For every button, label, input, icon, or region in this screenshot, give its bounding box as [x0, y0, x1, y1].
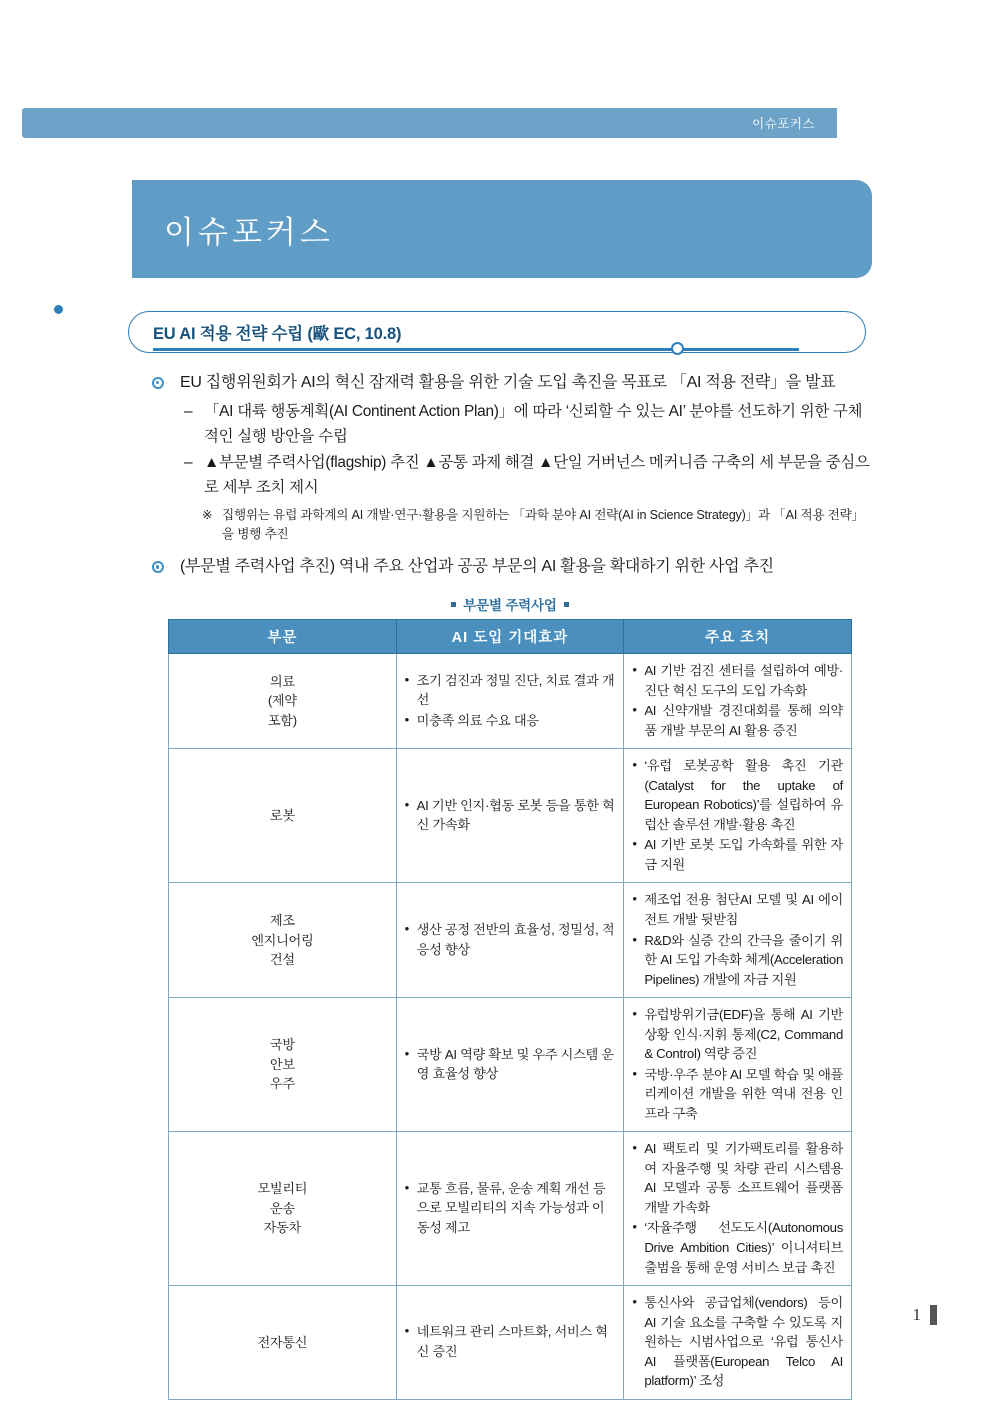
- table-cell-bullet: • ‘유럽 로봇공학 활용 촉진 기관(Catalyst for the uptake of European Robotics)’를 설립하여 유럽산 솔루션 개발·활용 촉진: [632, 756, 843, 834]
- table-row: [169, 1132, 852, 1286]
- table-cell-sector: 전자통신: [169, 1286, 397, 1400]
- table-cell-bullet: • AI 신약개발 경진대회를 통해 의약품 개발 부문의 AI 활용 증진: [632, 701, 843, 740]
- table-cell-bullet: • 미충족 의료 수요 대응: [405, 711, 616, 731]
- table-cell-measure: [624, 1286, 852, 1400]
- table-cell-bullet: • AI 기반 로봇 도입 가속화를 위한 자금 지원: [632, 835, 843, 874]
- section-heading-pill: [128, 311, 866, 353]
- bullet-primary-2-text: (부문별 주력사업 추진) 역내 주요 산업과 공공 부문의 AI 활용을 확대하기 위한 사업 추진: [180, 558, 774, 576]
- table-cell-effect: [396, 883, 624, 998]
- bullet-circle-icon: [152, 561, 164, 573]
- body-content: [148, 370, 872, 1400]
- table-cell-effect: [396, 1286, 624, 1400]
- table-cell-bullet: • AI 팩토리 및 기가팩토리를 활용하여 자율주행 및 차량 관리 시스템용 AI 모델과 공통 소프트웨어 플랫폼 개발 가속화: [632, 1139, 843, 1217]
- table-cell-measure: [624, 883, 852, 998]
- table-row: [169, 883, 852, 998]
- table-row: [169, 654, 852, 749]
- table-cell-bullet: • 네트워크 관리 스마트화, 서비스 혁신 증진: [405, 1322, 616, 1361]
- flagship-table: [168, 619, 852, 1400]
- bullet-primary-2: [148, 554, 872, 580]
- table-cell-bullet: • 생산 공정 전반의 효율성, 정밀성, 적응성 향상: [405, 920, 616, 959]
- table-caption-text: 부문별 주력사업: [463, 598, 557, 614]
- table-cell-sector: 로봇: [169, 749, 397, 883]
- table-header-row: [169, 620, 852, 654]
- bullet-secondary-2-text: ▲부문별 주력사업(flagship) 추진 ▲공통 과제 해결 ▲단일 거버넌스 메커니즘 구축의 세 부문을 중심으로 세부 조치 제시: [204, 454, 870, 496]
- table-cell-bullet: • 제조업 전용 첨단AI 모델 및 AI 에이전트 개발 뒷받침: [632, 890, 843, 929]
- section-heading-underline: [153, 348, 799, 351]
- table-row: [169, 1286, 852, 1400]
- table-cell-effect: [396, 1132, 624, 1286]
- running-header-bar: [22, 108, 837, 138]
- caption-square-icon: [564, 602, 569, 607]
- bullet-primary-1: [148, 370, 872, 396]
- bullet-circle-icon: [152, 377, 164, 389]
- table-cell-bullet: • R&D와 실증 간의 간극을 줄이기 위한 AI 도입 가속화 체계(Acceleration Pipelines) 개발에 자금 지원: [632, 931, 843, 990]
- table-cell-bullet: • 통신사와 공급업체(vendors) 등이 AI 기술 요소를 구축할 수 있도록 지원하는 시범사업으로 ‘유럽 통신사 AI 플랫폼(European Telco AI platform)’ 조성: [632, 1293, 843, 1391]
- table-cell-measure: [624, 998, 852, 1132]
- table-cell-bullet: • AI 기반 인지·협동 로봇 등을 통한 혁신 가속화: [405, 796, 616, 835]
- table-cell-sector: 모빌리티 운송 자동차: [169, 1132, 397, 1286]
- table-cell-sector: 제조 엔지니어링 건설: [169, 883, 397, 998]
- table-header-effect: AI 도입 기대효과: [396, 620, 624, 654]
- page-footer: [913, 1305, 938, 1325]
- reference-mark-icon: ※: [202, 508, 213, 523]
- footnote-1-text: 집행위는 유럽 과학계의 AI 개발·연구·활용을 지원하는 「과학 분야 AI 전략(AI in Science Strategy)」과 「AI 적용 전략」을 병행 추진: [222, 508, 865, 542]
- footer-bar-icon: [930, 1305, 937, 1325]
- bullet-secondary-1: [148, 400, 872, 449]
- footnote-1: [148, 506, 872, 544]
- table-cell-bullet: • 교통 흐름, 물류, 운송 계획 개선 등으로 모빌리티의 지속 가능성과 이동성 제고: [405, 1179, 616, 1238]
- dash-marker-icon: –: [184, 454, 193, 472]
- table-cell-bullet: • AI 기반 검진 센터를 설립하여 예방·진단 혁신 도구의 도입 가속화: [632, 661, 843, 700]
- bullet-secondary-2: [148, 451, 872, 500]
- table-caption: [148, 594, 872, 614]
- table-cell-measure: [624, 749, 852, 883]
- table-cell-bullet: • 유럽방위기금(EDF)을 통해 AI 기반 상황 인식·지휘 통제(C2, Command & Control) 역량 증진: [632, 1005, 843, 1064]
- page-title-block: [132, 180, 872, 278]
- table-cell-effect: [396, 998, 624, 1132]
- table-cell-sector: 의료 (제약 포함): [169, 654, 397, 749]
- table-cell-bullet: • ‘자율주행 선도도시(Autonomous Drive Ambition Cities)’ 이니셔티브 출범을 통해 운영 서비스 보급 촉진: [632, 1218, 843, 1277]
- table-cell-measure: [624, 654, 852, 749]
- table-row: [169, 998, 852, 1132]
- table-cell-measure: [624, 1132, 852, 1286]
- page-title: 이슈포커스: [164, 214, 334, 250]
- table-cell-bullet: • 조기 검진과 정밀 진단, 치료 결과 개선: [405, 671, 616, 710]
- table-cell-bullet: • 국방 AI 역량 확보 및 우주 시스템 운영 효율성 향상: [405, 1045, 616, 1084]
- section-dot-right-icon: [671, 342, 684, 355]
- table-header-measure: 주요 조치: [624, 620, 852, 654]
- table-cell-effect: [396, 654, 624, 749]
- bullet-primary-1-text: EU 집행위원회가 AI의 혁신 잠재력 활용을 위한 기술 도입 촉진을 목표로 「AI 적용 전략」을 발표: [180, 374, 836, 391]
- table-cell-bullet: • 국방·우주 분야 AI 모델 학습 및 애플리케이션 개발을 위한 역내 전용 인프라 구축: [632, 1065, 843, 1124]
- bullet-secondary-1-text: 「AI 대륙 행동계획(AI Continent Action Plan)」에 따라 ‘신뢰할 수 있는 AI’ 분야를 선도하기 위한 구체적인 실행 방안을 수립: [204, 402, 863, 445]
- table-cell-effect: [396, 749, 624, 883]
- dash-marker-icon: –: [184, 402, 193, 420]
- section-dot-left-icon: [52, 303, 65, 316]
- running-header-label: 이슈포커스: [752, 117, 815, 131]
- section-heading-text: EU AI 적용 전략 수립 (歐 EC, 10.8): [153, 325, 402, 343]
- caption-square-icon: [451, 602, 456, 607]
- table-cell-sector: 국방 안보 우주: [169, 998, 397, 1132]
- table-header-sector: 부문: [169, 620, 397, 654]
- page-number: 1: [912, 1305, 921, 1324]
- table-row: [169, 749, 852, 883]
